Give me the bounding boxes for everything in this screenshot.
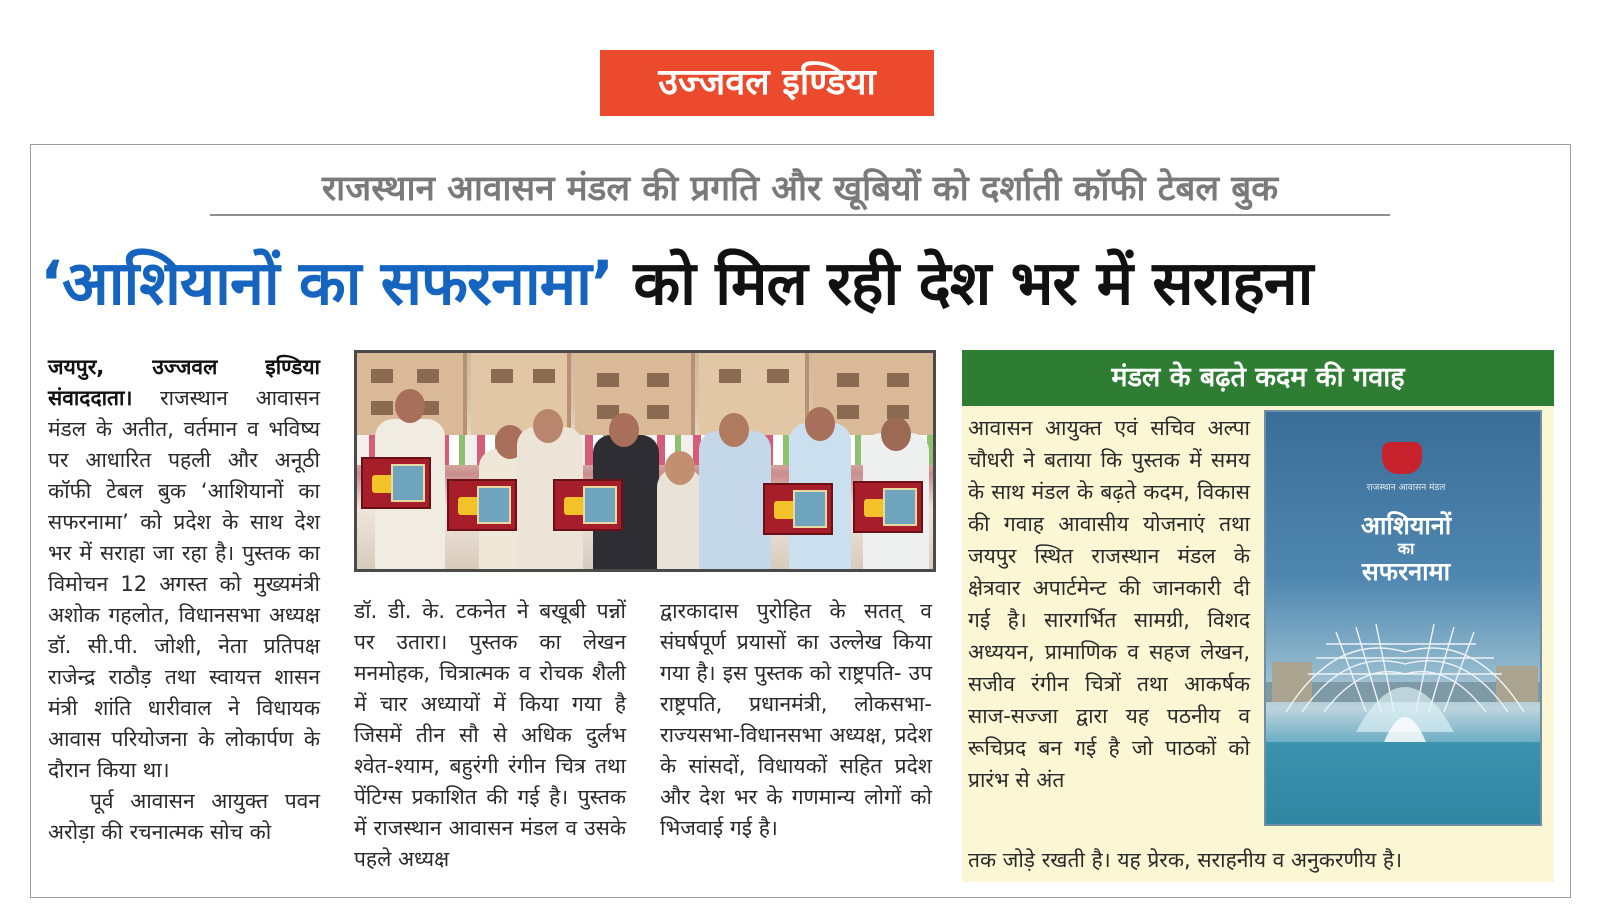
- main-headline: [40, 236, 1570, 332]
- book-cover-image: [1264, 410, 1542, 826]
- cover-title-top: आशियानों: [1360, 511, 1452, 540]
- masthead-title: उज्जवल इण्डिया: [600, 50, 934, 116]
- headline-book-title: ‘आशियानों का सफरनामा’: [40, 248, 614, 319]
- article-para-1: [48, 352, 320, 786]
- book-in-hand-2: [447, 479, 517, 531]
- book-in-hand-5: [853, 481, 923, 533]
- cover-title-mid: का: [1397, 539, 1415, 558]
- cover-org-line: राजस्थान आवासन मंडल: [1366, 483, 1446, 493]
- book-in-hand-1: [361, 457, 431, 509]
- housing-board-logo: [1382, 442, 1422, 474]
- sidebar-text: आवासन आयुक्त एवं सचिव अल्पा चौधरी ने बताया कि पुस्तक में समय के साथ मंडल के बढ़ते कदम, विकास की गवाह आवासीय योजनाएं तथा जयपुर स्थित राजस्थान मंडल के क्षेत्रवार अपार्टमेन्ट की जानकारी दी गई है। सारगर्भित सामग्री, विशद अध्ययन, प्रामाणिक व सहज लेखन, सजीव रंगीन चित्रों तथा आकर्षक साज-सज्जा द्वारा यह पठनीय व रूचिप्रद बन गई है जो पाठकों को प्रारंभ से अंत: [968, 416, 1250, 792]
- article-column-3: द्वारकादास पुरोहित के सतत् व संघर्षपूर्ण प्रयासों का उल्लेख किया गया है। इस पुस्तक को राष्ट्रपति- उप राष्ट्रपति, प्रधानमंत्री, लोकसभा-राज्यसभा-विधानसभा अध्यक्ष, प्रदेश के सांसदों, विधायकों सहित प्रदेश और देश भर के गणमान्य लोगों को भिजवाई गई है।: [660, 599, 932, 840]
- kicker-headline: राजस्थान आवासन मंडल की प्रगति और खूबियों को दर्शाती कॉफी टेबल बुक: [210, 166, 1390, 216]
- sidebar-last-line: तक जोड़े रखती है। यह प्रेरक, सराहनीय व अनुकरणीय है।: [968, 848, 1403, 872]
- article-column-2: डॉ. डी. के. टकनेत ने बखूबी पन्नों पर उतारा। पुस्तक का लेखन मनमोहक, चित्रात्मक व रोचक शैली में चार अध्यायों में किया गया है जिसमें तीन सौ से अधिक दुर्लभ श्वेत-श्याम, बहुरंगी रंगीन चित्र तथा पेंटिग्स प्रकाशित की गई है। पुस्तक में राजस्थान आवासन मंडल व उसके पहले अध्यक्ष: [354, 599, 626, 871]
- article-column-1: [48, 352, 320, 884]
- dateline: जयपुर, उज्जवल इण्डिया संवाददाता।: [48, 355, 320, 410]
- book-in-hand-4: [763, 483, 833, 535]
- headline-rest: को मिल रही देश भर में सराहना: [633, 248, 1313, 319]
- sidebar-heading: मंडल के बढ़ते कदम की गवाह: [962, 350, 1554, 406]
- para1-text: राजस्थान आवासन मंडल के अतीत, वर्तमान व भविष्य पर आधारित पहली और अनूठी कॉफी टेबल बुक ‘आशियानों का सफरनामा’ को प्रदेश के साथ देश भर में सराहा जा रहा है। पुस्तक का विमोचन 12 अगस्त को मुख्यमंत्री अशोक गहलोत, विधानसभा अध्यक्ष डॉ. सी.पी. जोशी, नेता प्रतिपक्ष राजेन्द्र राठौड़ तथा स्वायत्त शासन मंत्री शांति धारीवाल ने विधायक आवास परियोजना के लोकार्पण के दौरान किया था।: [48, 386, 320, 782]
- cover-canopy-art: [1266, 412, 1542, 826]
- launch-event-photo: [354, 350, 936, 572]
- article-para-2: पूर्व आवासन आयुक्त पवन अरोड़ा की रचनात्मक सोच को: [48, 789, 320, 844]
- cover-title: [1296, 512, 1516, 586]
- cover-title-bottom: सफरनामा: [1361, 557, 1451, 586]
- book-in-hand-3: [553, 479, 623, 531]
